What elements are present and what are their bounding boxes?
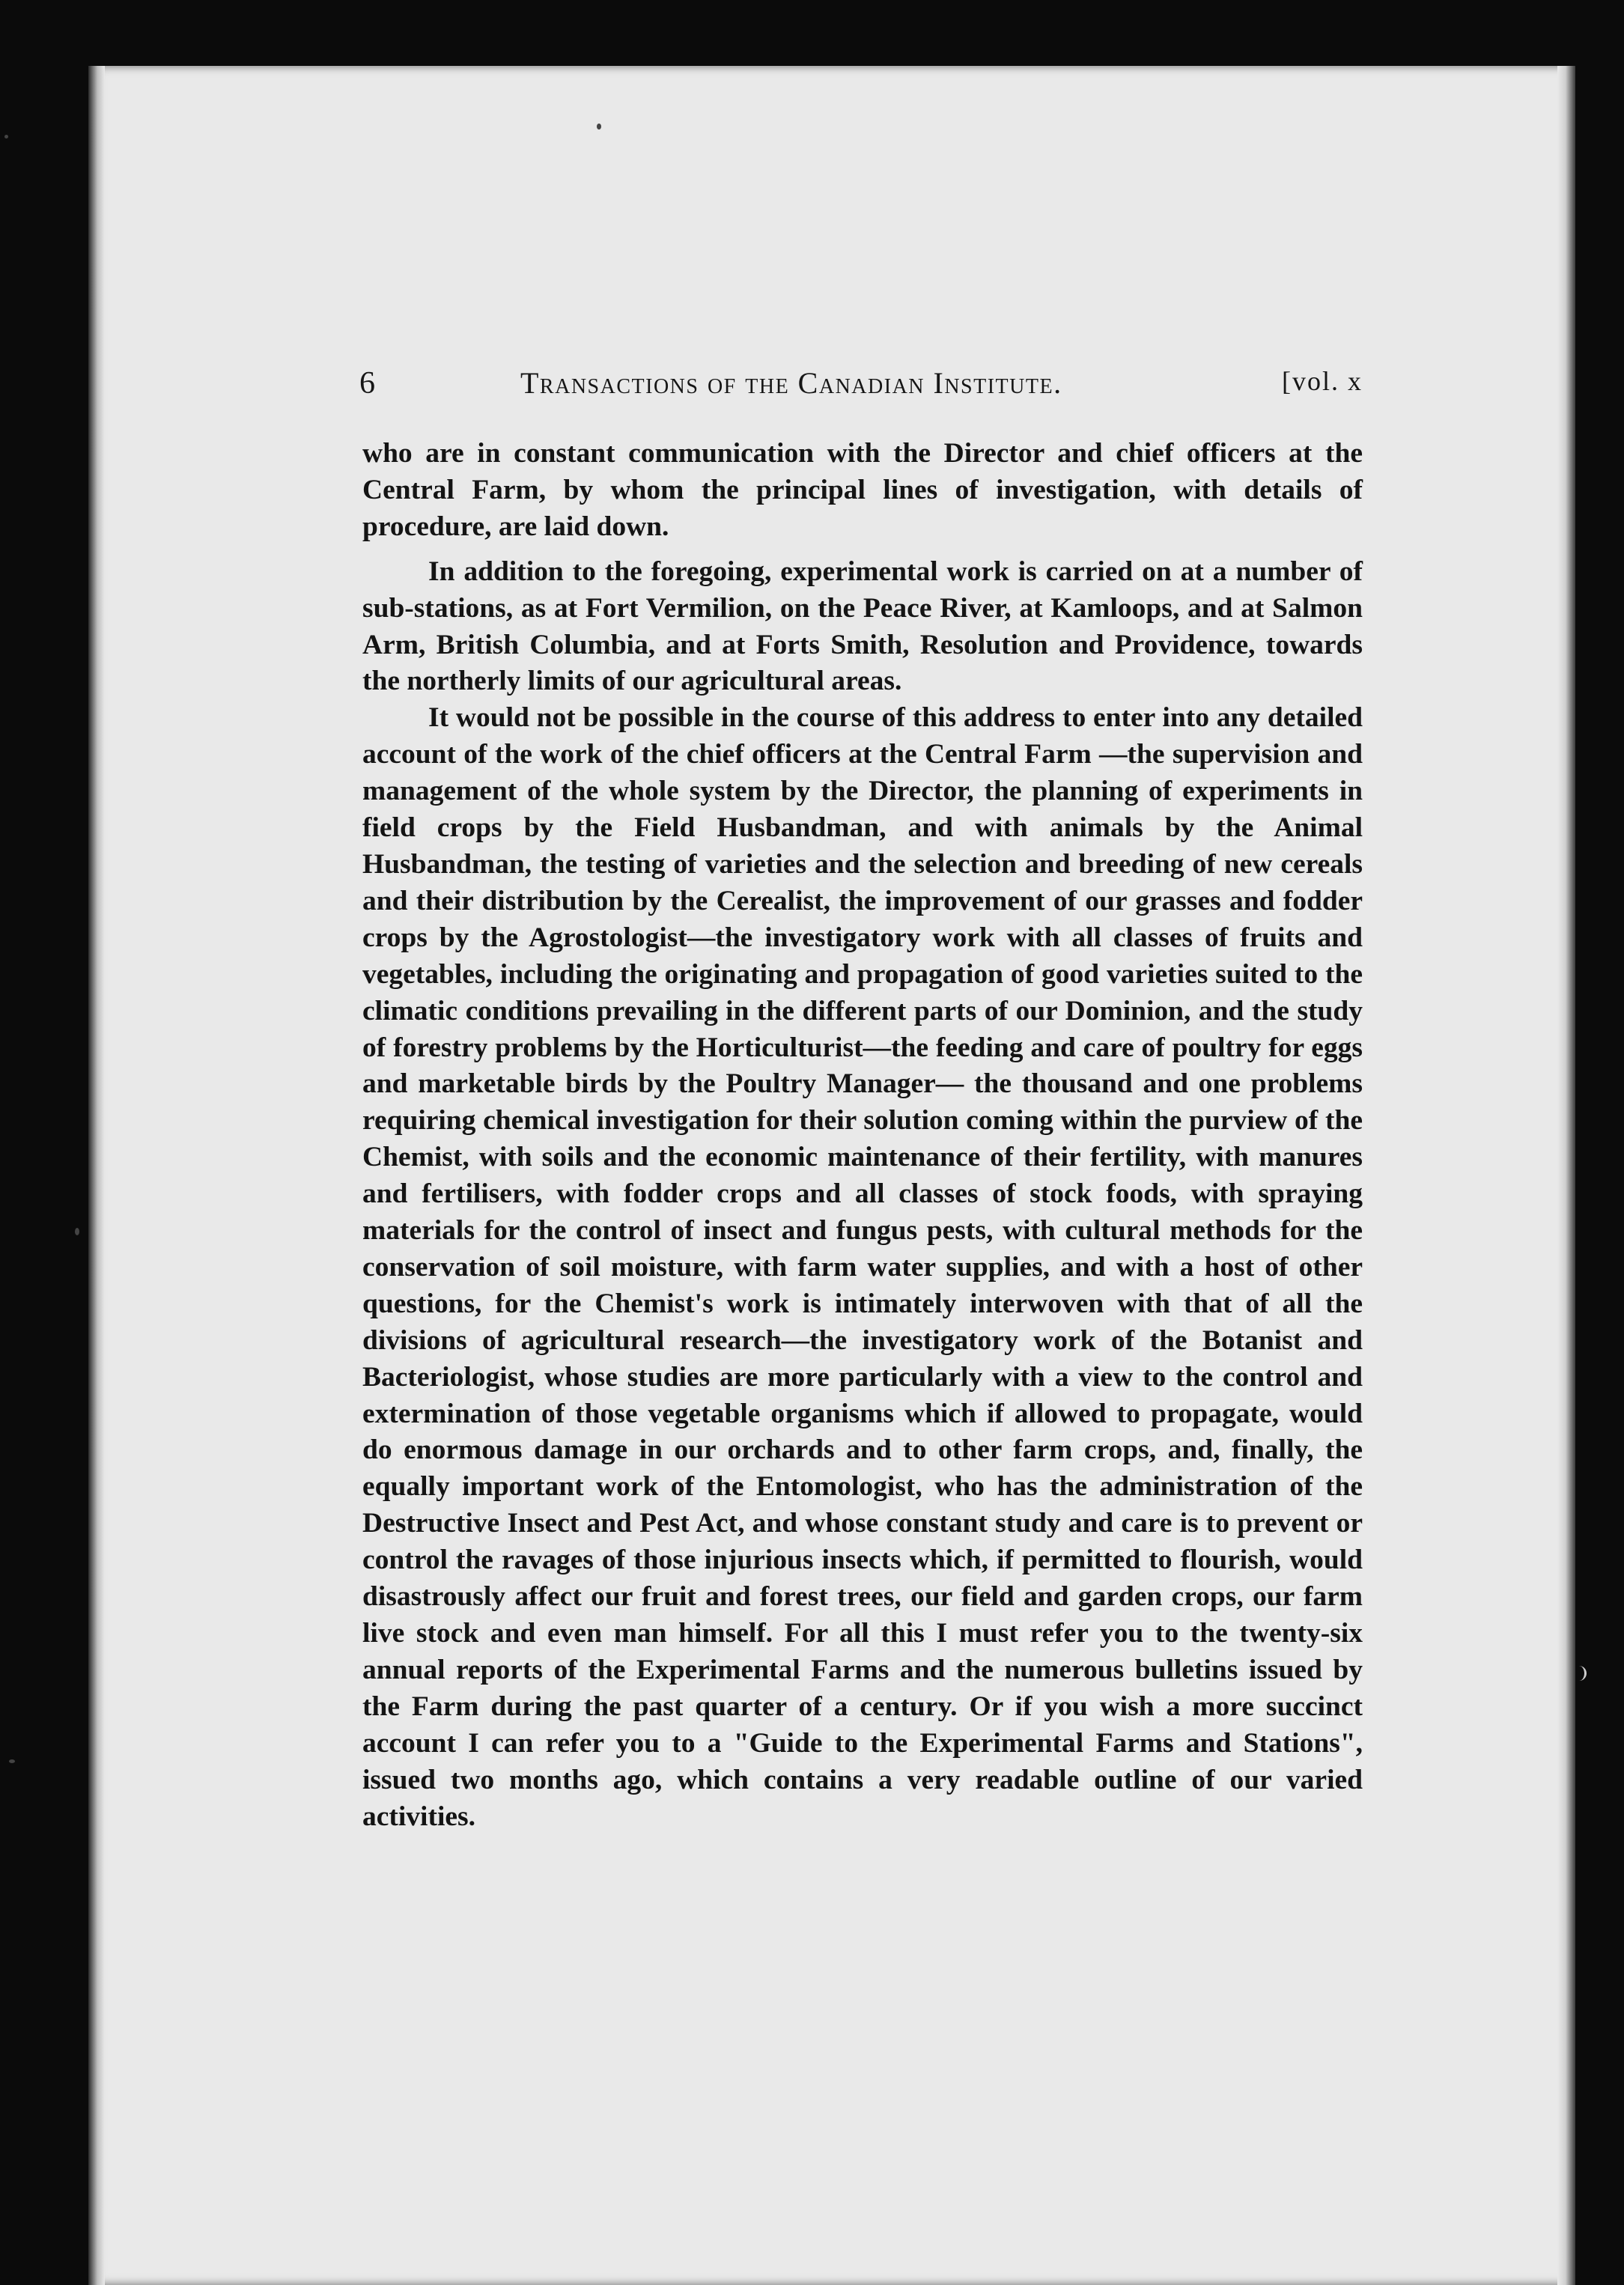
dust-speck [597, 124, 601, 130]
volume-label: [vol. x [1282, 366, 1363, 396]
paper-left-edge [88, 66, 105, 2285]
dust-speck [4, 135, 8, 139]
dust-speck [75, 1228, 79, 1235]
running-head [359, 365, 1363, 404]
running-title: Transactions of the Canadian Institute. [520, 366, 1062, 400]
paper-right-edge [1557, 66, 1575, 2285]
dust-speck [9, 1759, 15, 1763]
paragraph: In addition to the foregoing, experimental work is carried on at a number of sub-stations, as at Fort Vermilion, on the Peace River, at Kamloops, and at Salmon Arm, British Columbia, and at Forts Smith, Resolution and Providence, towards the northerly limits of our agricultural areas. [362, 556, 1363, 697]
paragraph: It would not be possible in the course of this address to enter into any detailed account of the work of the chief officers at the Central Farm —the supervision and management of the whole system by the Director, the planning of experiments in field crops by the Field Husbandman, and with animals by the Animal Husbandman, the testing of varieties and the selection and breeding of new cereals and their distribution by the Cerealist, the improvement of our grasses and fodder crops by the Agrostologist—the investigatory work with all classes of fruits and vegetables, including the originating and propagation of good varieties suited to the climatic conditions prevailing in the different parts of our Dominion, and the study of forestry problems by the Horticulturist—the feeding and care of poultry for eggs and marketable birds by the Poultry Manager— the thousand and one problems requiring chemical investigation for their solution coming within the purview of the Chemist, with soils and the economic maintenance of their fertility, with manures and fertilisers, with fodder crops and all classes of stock foods, with spraying materials for the control of insect and fungus pests, with cultural methods for the conservation of soil moisture, with farm water supplies, and with a host of other questions, for the Chemist's work is intimately interwoven with that of all the divisions of agricultural research—the investigatory work of the Botanist and Bacteriologist, whose studies are more particularly with a view to the control and extermination of those vegetable organisms which if allowed to propagate, would do enormous damage in our orchards and to other farm crops, and, finally, the equally important work of the Entomologist, who has the administration of the Destructive Insect and Pest Act, and whose constant study and care is to prevent or control the ravages of those injurious insects which, if permitted to flourish, would disastrously affect our fruit and forest trees, our field and garden crops, our farm live stock and even man himself. For all this I must refer you to the twenty-six annual reports of the Experimental Farms and the numerous bulletins issued by the Farm during the past quarter of a century. Or if you wish a more succinct account I can refer you to a "Guide to the Experimental Farms and Stations", issued two months ago, which contains a very readable outline of our varied activities. [362, 702, 1363, 1832]
page-number: 6 [359, 366, 375, 401]
body-text [362, 436, 1363, 1835]
paragraph: who are in constant communication with the Director and chief officers at the Central Farm, by whom the principal lines of investigation, with details of procedure, are laid down. [362, 438, 1363, 542]
binding-mark [1575, 1666, 1587, 1681]
